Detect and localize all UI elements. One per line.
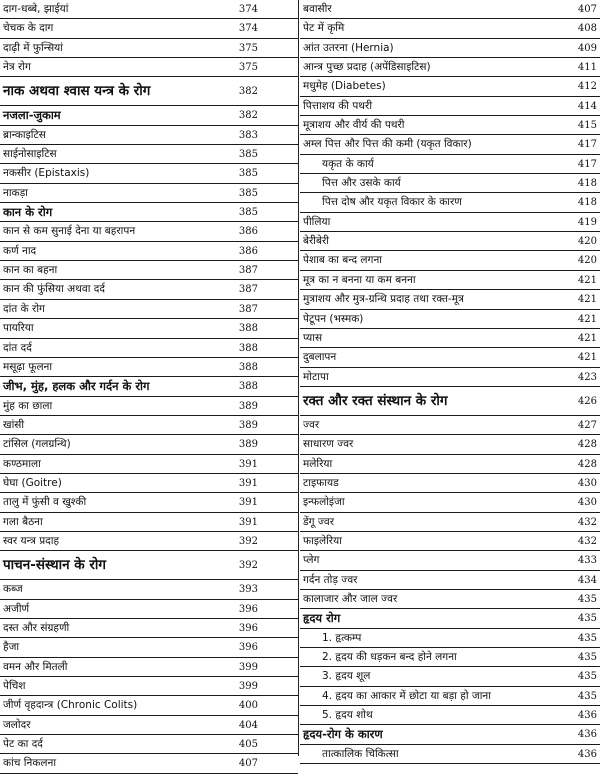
entry-title: नाक अथवा श्वास यन्त्र के रोग [3, 83, 151, 100]
entry-page-number: 388 [238, 361, 258, 373]
toc-entry [0, 619, 298, 638]
entry-page-number: 385 [238, 207, 258, 219]
entry-page-number: 388 [238, 342, 258, 354]
toc-entry [0, 280, 298, 299]
entry-title: पेट में कृमि [303, 22, 345, 35]
entry-title: बवासीर [303, 3, 332, 15]
entry-title: 5. हृदय शोथ [322, 709, 373, 722]
toc-entry [300, 348, 600, 367]
toc-entry [300, 687, 600, 706]
toc-entry [300, 706, 600, 725]
entry-page-number: 418 [577, 178, 597, 190]
entry-page-number: 412 [577, 81, 597, 93]
toc-entry [300, 290, 600, 309]
toc-entry [0, 696, 298, 715]
entry-page-number: 399 [238, 661, 258, 673]
toc-entry [0, 416, 298, 435]
entry-page-number: 417 [577, 158, 597, 170]
entry-page-number: 388 [238, 381, 258, 393]
entry-title: खांसी [3, 418, 25, 431]
entry-title: दांत दर्द [3, 341, 32, 354]
toc-entry [300, 213, 600, 232]
entry-title: ब्रान्काइटिस [3, 128, 46, 141]
entry-title: कान का बहना [3, 264, 58, 277]
entry-title: फाइलेरिया [303, 534, 342, 547]
entry-title: चेचक के दाग [3, 22, 54, 35]
entry-title: पेचिश [3, 680, 26, 692]
toc-entry [300, 571, 600, 590]
entry-title: पेटूपन (भस्मक) [303, 312, 364, 325]
entry-page-number: 435 [577, 671, 597, 683]
entry-page-number: 420 [577, 255, 597, 267]
toc-entry [0, 358, 298, 377]
toc-entry [300, 493, 600, 512]
entry-page-number: 389 [238, 400, 258, 412]
entry-title: टांसिल (गलग्रन्थि) [3, 438, 71, 451]
entry-title: मूत्राशय और वीर्य की पथरी [303, 119, 405, 132]
entry-page-number: 426 [577, 395, 597, 407]
entry-title: मूत्र का न बनना या कम बनना [303, 273, 416, 286]
entry-page-number: 436 [577, 748, 597, 760]
entry-title: मोटापा [303, 370, 329, 383]
entry-page-number: 421 [577, 332, 597, 344]
toc-entry [0, 377, 298, 396]
entry-page-number: 423 [577, 371, 597, 383]
toc-entry [0, 677, 298, 696]
entry-page-number: 411 [577, 62, 597, 74]
toc-entry [0, 716, 298, 735]
entry-title: 2. हृदय की धड़कन बन्द होने लगना [322, 651, 457, 663]
toc-entry [300, 155, 600, 174]
entry-title: हृदय रोग [303, 611, 341, 626]
entry-page-number: 375 [238, 42, 258, 54]
entry-page-number: 374 [238, 4, 258, 15]
toc-entry [300, 58, 600, 77]
entry-title: मुत्राशय और मुत्र-ग्रन्थि प्रदाह तथा रक्त-मूत्र [303, 293, 464, 306]
toc-entry [300, 667, 600, 686]
entry-page-number: 408 [577, 23, 597, 35]
right-column [300, 0, 600, 764]
entry-title: हैजा [3, 641, 20, 654]
column-divider [298, 0, 299, 756]
entry-page-number: 396 [238, 603, 258, 615]
toc-entry [300, 387, 600, 416]
entry-title: दांत के रोग [3, 302, 45, 315]
entry-page-number: 389 [238, 419, 258, 431]
toc-entry [300, 174, 600, 193]
entry-page-number: 421 [577, 352, 597, 364]
entry-page-number: 435 [577, 593, 597, 605]
toc-entry [300, 271, 600, 290]
entry-page-number: 387 [238, 303, 258, 315]
toc-entry [0, 513, 298, 532]
toc-entry [300, 551, 600, 570]
entry-title: टाइफायड [303, 476, 339, 489]
toc-entry [300, 135, 600, 154]
entry-title: तात्कालिक चिकित्सा [322, 747, 399, 760]
toc-entry [0, 339, 298, 358]
entry-title: पायरिया [3, 322, 34, 335]
entry-title: गर्दन तोड़ ज्वर [303, 573, 358, 586]
toc-entry [300, 329, 600, 348]
toc-entry [0, 222, 298, 241]
toc-entry [300, 745, 600, 764]
entry-page-number: 374 [238, 23, 258, 35]
entry-title: घेघा (Goitre) [3, 476, 62, 489]
entry-page-number: 428 [577, 458, 597, 470]
entry-page-number: 409 [577, 42, 597, 54]
entry-page-number: 393 [238, 584, 258, 596]
toc-entry [0, 106, 298, 125]
entry-page-number: 434 [577, 574, 597, 586]
toc-entry [0, 735, 298, 754]
toc-entry [0, 532, 298, 551]
entry-title: वमन और मितली [3, 660, 68, 673]
entry-title: मधुमेह (Diabetes) [303, 80, 386, 93]
entry-title: प्लेग [303, 554, 320, 567]
entry-title: कान की फुंसिया अथवा दर्द [3, 283, 105, 296]
toc-entry [0, 300, 298, 319]
entry-page-number: 383 [238, 129, 258, 141]
entry-title: रक्त और रक्त संस्थान के रोग [303, 392, 448, 409]
toc-entry [0, 0, 298, 19]
toc-entry [0, 39, 298, 58]
toc-entry [0, 580, 298, 599]
entry-page-number: 407 [238, 758, 258, 770]
toc-entry [300, 232, 600, 251]
toc-entry [0, 455, 298, 474]
entry-page-number: 433 [577, 555, 597, 567]
entry-page-number: 391 [238, 477, 258, 489]
entry-title: गला बैठना [3, 515, 43, 528]
toc-entry [0, 145, 298, 164]
entry-title: कब्ज [3, 583, 23, 596]
toc-entry [0, 754, 298, 773]
entry-title: मलेरिया [303, 457, 333, 470]
toc-entry [300, 116, 600, 135]
toc-entry [0, 397, 298, 416]
entry-page-number: 386 [238, 226, 258, 238]
entry-page-number: 427 [577, 419, 597, 431]
entry-page-number: 435 [577, 690, 597, 702]
entry-page-number: 435 [577, 652, 597, 663]
entry-page-number: 430 [577, 477, 597, 489]
toc-entry [300, 609, 600, 628]
toc-entry [300, 251, 600, 270]
entry-page-number: 387 [238, 284, 258, 296]
entry-title: तालु में फुंसी व खुश्की [3, 496, 87, 509]
entry-page-number: 391 [238, 516, 258, 528]
entry-title: प्यास [303, 331, 323, 344]
entry-page-number: 396 [238, 622, 258, 634]
entry-title: पाचन-संस्थान के रोग [3, 557, 106, 574]
toc-entry [300, 97, 600, 116]
toc-entry [300, 435, 600, 454]
entry-title: कर्ण नाद [3, 244, 37, 257]
entry-page-number: 385 [238, 187, 258, 199]
entry-page-number: 435 [577, 632, 597, 644]
entry-page-number: 405 [238, 739, 258, 751]
entry-title: पेट का दर्द [3, 738, 43, 751]
toc-entry [300, 368, 600, 387]
entry-title: कालाजार और जाल ज्वर [303, 592, 398, 605]
entry-title: दस्त और संग्रहणी [3, 621, 70, 634]
toc-entry [300, 416, 600, 435]
toc-entry [300, 532, 600, 551]
entry-title: 1. हृत्कम्प [322, 631, 362, 644]
toc-entry [300, 310, 600, 329]
entry-title: यकृत के कार्य [322, 157, 374, 170]
entry-title: साधारण ज्वर [303, 438, 354, 451]
toc-entry [0, 658, 298, 677]
entry-page-number: 418 [577, 197, 597, 209]
entry-title: पित्ताशय की पथरी [303, 99, 373, 112]
toc-entry [300, 193, 600, 212]
entry-title: बेरीबेरी [303, 235, 330, 248]
toc-entry [0, 184, 298, 203]
entry-title: जीभ, मुंह, हलक और गर्दन के रोग [3, 379, 150, 394]
entry-title: मसूढ़ा फूलना [3, 360, 53, 373]
toc-entry [300, 648, 600, 667]
entry-page-number: 375 [238, 62, 258, 74]
entry-page-number: 385 [238, 149, 258, 161]
toc-entry [0, 164, 298, 183]
entry-title: नजला-जुकाम [3, 108, 61, 123]
entry-title: पीलिया [303, 215, 331, 228]
entry-page-number: 399 [238, 681, 258, 692]
entry-page-number: 388 [238, 323, 258, 335]
entry-title: पित्त और उसके कार्य [322, 177, 401, 190]
entry-page-number: 386 [238, 245, 258, 257]
entry-title: नकसीर (Epistaxis) [3, 167, 90, 180]
entry-title: साईनोसाइटिस [3, 148, 57, 161]
entry-title: अजीर्ण [3, 602, 30, 615]
entry-page-number: 382 [238, 86, 258, 98]
entry-title: अम्ल पित्त और पित्त की कमी (यकृत विकार) [303, 138, 472, 151]
entry-page-number: 436 [577, 729, 597, 741]
entry-title: हृदय-रोग के कारण [303, 727, 383, 742]
entry-page-number: 432 [577, 516, 597, 528]
toc-entry [0, 242, 298, 261]
toc-entry [300, 590, 600, 609]
entry-title: नेत्र रोग [3, 61, 31, 74]
entry-page-number: 391 [238, 497, 258, 509]
entry-page-number: 419 [577, 216, 597, 228]
entry-title: दुबलापन [303, 351, 337, 364]
entry-title: मुंह का छाला [3, 399, 53, 412]
toc-entry [300, 725, 600, 744]
entry-page-number: 392 [238, 560, 258, 572]
entry-title: आंत उतरना (Hernia) [303, 41, 394, 54]
entry-page-number: 428 [577, 439, 597, 451]
entry-page-number: 421 [577, 294, 597, 306]
entry-page-number: 415 [577, 120, 597, 132]
entry-title: पित्त दोष और यकृत विकार के कारण [322, 196, 462, 209]
entry-page-number: 396 [238, 642, 258, 654]
toc-entry [0, 203, 298, 222]
toc-entry [0, 19, 298, 38]
toc-entry [300, 77, 600, 96]
entry-page-number: 389 [238, 439, 258, 451]
entry-page-number: 421 [577, 274, 597, 286]
toc-entry [0, 126, 298, 145]
entry-page-number: 391 [238, 458, 258, 470]
entry-title: कान से कम सुनाई देना या बहरापन [3, 225, 136, 238]
entry-page-number: 400 [238, 700, 258, 712]
entry-title: 4. हृदय का आकार में छोटा या बड़ा हो जाना [322, 689, 491, 702]
entry-page-number: 404 [238, 719, 258, 731]
left-column [0, 0, 298, 774]
entry-page-number: 407 [577, 4, 597, 15]
toc-entry [0, 600, 298, 619]
entry-title: कांच निकलना [3, 757, 57, 770]
toc-entry [0, 638, 298, 657]
toc-entry [300, 629, 600, 648]
toc-entry [300, 513, 600, 532]
entry-title: इन्फलोइंजा [303, 496, 345, 509]
entry-page-number: 432 [577, 535, 597, 547]
toc-entry [300, 455, 600, 474]
entry-title: जीर्ण वृहदान्त्र (Chronic Colits) [3, 699, 138, 712]
entry-title: दाढ़ी में फुन्सियां [3, 41, 63, 54]
entry-title: ज्वर [303, 418, 320, 431]
entry-title: कान के रोग [3, 205, 53, 220]
entry-title: आन्त्र पुच्छ प्रदाह (अपेंडिसाइटिस) [303, 61, 431, 74]
entry-title: जलोदर [3, 718, 31, 731]
entry-page-number: 392 [238, 535, 258, 547]
entry-title: डेंगू ज्वर [303, 515, 335, 528]
toc-entry [0, 551, 298, 580]
entry-title: दाग-धब्बे, झाईयां [3, 3, 69, 15]
toc-entry [0, 77, 298, 106]
toc-entry [0, 58, 298, 77]
entry-title: नाकड़ा [3, 186, 28, 199]
entry-title: पेशाब का बन्द लगना [303, 254, 383, 267]
entry-page-number: 435 [577, 613, 597, 625]
entry-title: 3. हृदय शूल [322, 670, 371, 683]
entry-title: कण्ठमाला [3, 457, 41, 470]
entry-page-number: 417 [577, 139, 597, 151]
entry-title: स्वर यन्त्र प्रदाह [3, 534, 60, 547]
toc-entry [300, 39, 600, 58]
entry-page-number: 420 [577, 236, 597, 248]
toc-entry [0, 435, 298, 454]
entry-page-number: 414 [577, 100, 597, 112]
toc-entry [300, 0, 600, 19]
entry-page-number: 385 [238, 168, 258, 180]
toc-entry [0, 493, 298, 512]
entry-page-number: 436 [577, 710, 597, 722]
toc-entry [0, 261, 298, 280]
toc-entry [0, 474, 298, 493]
entry-page-number: 387 [238, 265, 258, 277]
entry-page-number: 421 [577, 313, 597, 325]
toc-entry [300, 19, 600, 38]
toc-entry [0, 319, 298, 338]
entry-page-number: 382 [238, 110, 258, 122]
entry-page-number: 430 [577, 497, 597, 509]
toc-entry [300, 474, 600, 493]
